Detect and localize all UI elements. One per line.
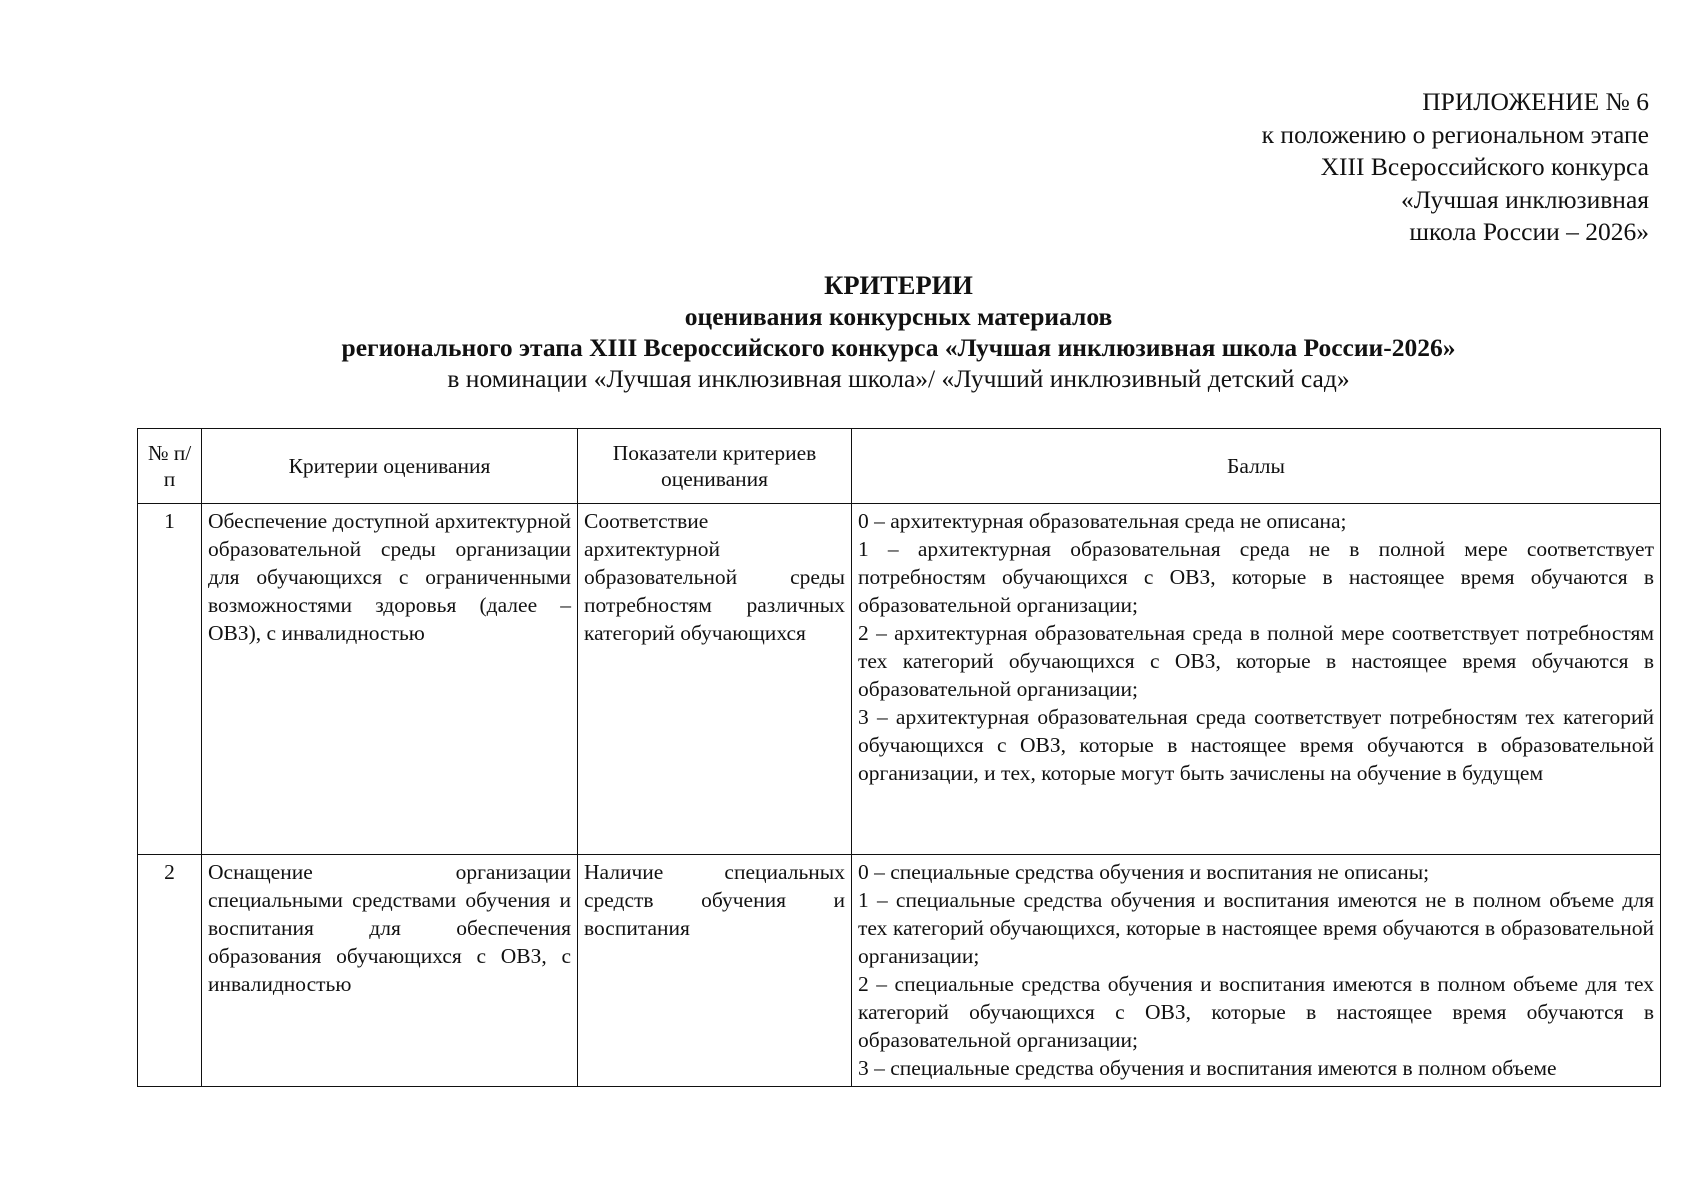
title-main: КРИТЕРИИ xyxy=(824,270,973,300)
appendix-line: ПРИЛОЖЕНИЕ № 6 xyxy=(1422,87,1649,116)
row-scores xyxy=(852,855,1661,1087)
row-indicator: Соответствие архитектурной образовательной среды потребностям различных категорий обучающихся xyxy=(578,504,852,855)
appendix-line: XIII Всероссийского конкурса xyxy=(1320,152,1649,181)
title-subtitle: оценивания конкурсных материалов xyxy=(684,302,1113,331)
document-title xyxy=(137,270,1660,394)
header-scores: Баллы xyxy=(852,429,1661,504)
header-indicators: Показатели критериев оценивания xyxy=(578,429,852,504)
table-row xyxy=(138,855,1661,1087)
appendix-line: школа России – 2026» xyxy=(1409,217,1649,246)
row-num: 2 xyxy=(138,855,202,1087)
criteria-table xyxy=(137,428,1661,1087)
appendix-line: к положению о региональном этапе xyxy=(1261,119,1649,149)
table-header-row xyxy=(138,429,1661,504)
score-item: 2 – специальные средства обучения и воспитания имеются в полном объеме для тех категорий обучающихся с ОВЗ, которые в настоящее время обучаются в образовательной организации; xyxy=(858,972,1654,1052)
score-item: 0 – архитектурная образовательная среда не описана; xyxy=(858,509,1347,533)
table-row xyxy=(138,504,1661,855)
score-item: 1 – архитектурная образовательная среда не в полной мере соответствует потребностям обучающихся с ОВЗ, которые в настоящее время обучаются в образовательной организации; xyxy=(858,537,1654,617)
score-item: 3 – архитектурная образовательная среда соответствует потребностям тех категорий обучающихся с ОВЗ, которые в настоящее время обучаются в образовательной организации, и тех, которые могут быть зачислены на обучение в будущем xyxy=(858,705,1654,785)
title-contest: регионального этапа XIII Всероссийского конкурса «Лучшая инклюзивная школа России-2026» xyxy=(341,333,1456,362)
row-num: 1 xyxy=(138,504,202,855)
score-item: 3 – специальные средства обучения и воспитания имеются в полном объеме xyxy=(858,1056,1557,1080)
row-scores xyxy=(852,504,1661,855)
row-criterion: Обеспечение доступной архитектурной образовательной среды организации для обучающихся с ограниченными возможностями здоровья (далее – ОВЗ), с инвалидностью xyxy=(202,504,578,855)
appendix-header xyxy=(1262,86,1649,249)
row-indicator: Наличие специальных средств обучения и воспитания xyxy=(578,855,852,1087)
row-criterion: Оснащение организации специальными средствами обучения и воспитания для обеспечения образования обучающихся с ОВЗ, с инвалидностью xyxy=(202,855,578,1087)
appendix-line: «Лучшая инклюзивная xyxy=(1401,184,1649,214)
title-nomination: в номинации «Лучшая инклюзивная школа»/ «Лучший инклюзивный детский сад» xyxy=(447,364,1350,393)
header-criteria: Критерии оценивания xyxy=(202,429,578,504)
score-item: 1 – специальные средства обучения и воспитания имеются не в полном объеме для тех категорий обучающихся, которые в настоящее время обучаются в образовательной организации; xyxy=(858,888,1654,968)
header-num: № п/п xyxy=(138,429,202,504)
score-item: 2 – архитектурная образовательная среда в полной мере соответствует потребностям тех категорий обучающихся с ОВЗ, которые в настоящее время обучаются в образовательной организации; xyxy=(858,621,1654,701)
score-item: 0 – специальные средства обучения и воспитания не описаны; xyxy=(858,860,1430,884)
